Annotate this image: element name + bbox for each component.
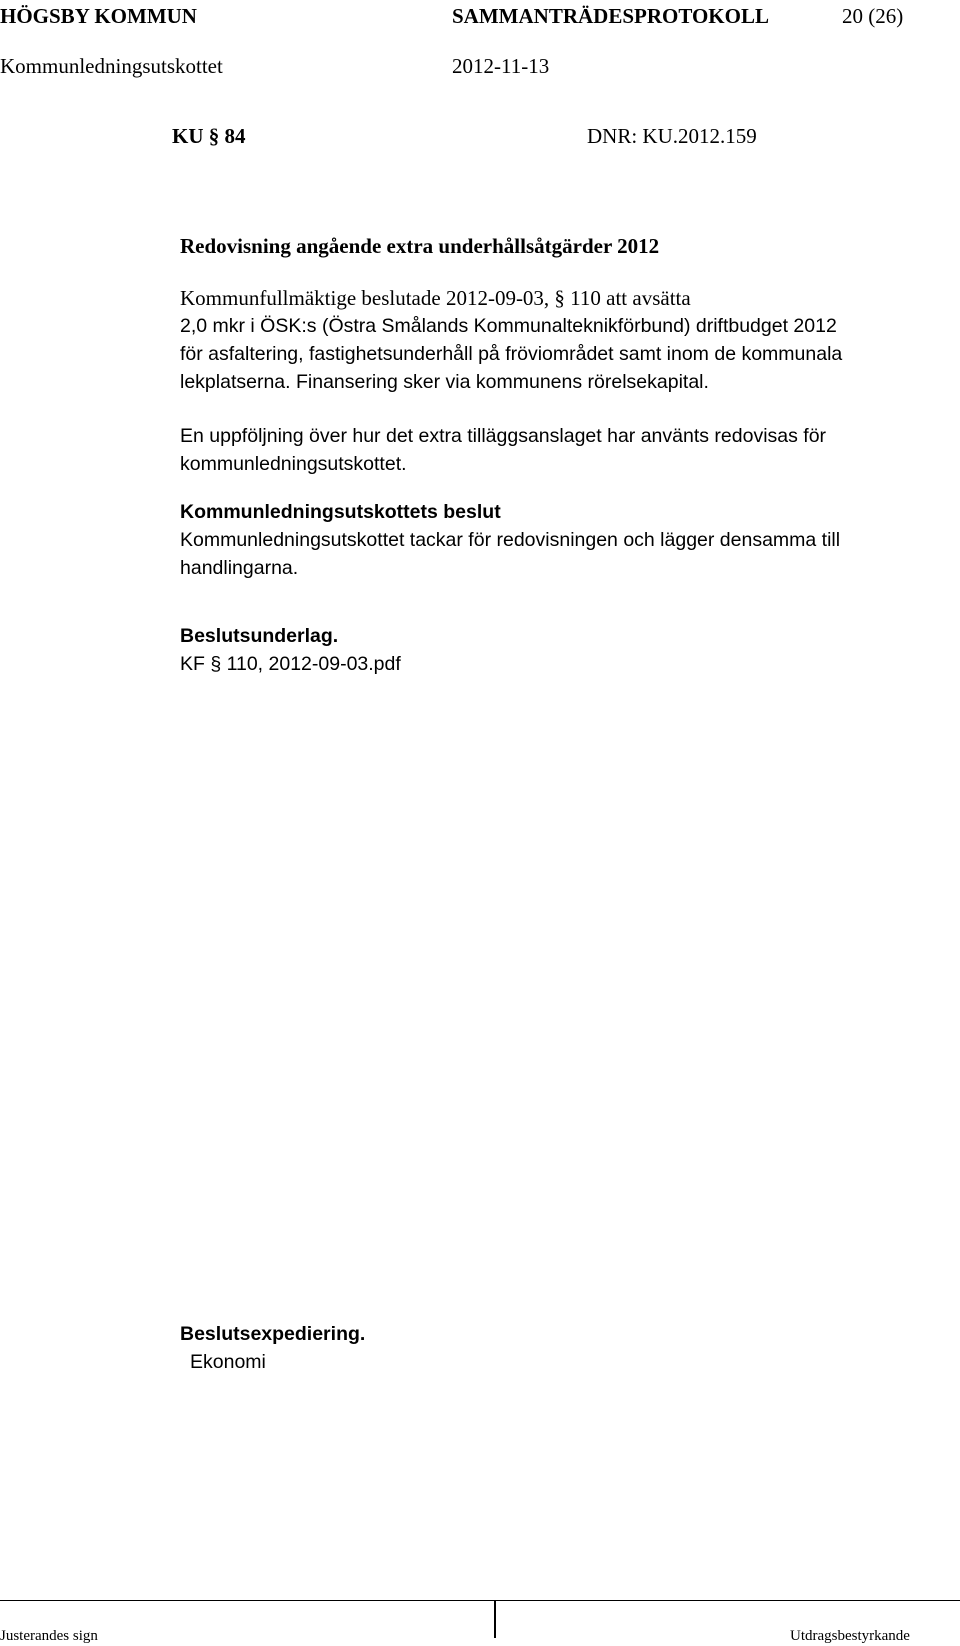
- meeting-date: 2012-11-13: [452, 54, 550, 78]
- case-diarienummer: DNR: KU.2012.159: [587, 124, 757, 148]
- basis-item: KF § 110, 2012-09-03.pdf: [180, 653, 401, 675]
- footer-separator: [494, 1600, 496, 1638]
- basis-heading: Beslutsunderlag.: [180, 625, 339, 647]
- committee-name: Kommunledningsutskottet: [0, 54, 223, 78]
- body-paragraph-1: [180, 284, 940, 396]
- body-paragraph-1-line: Kommunfullmäktige beslutade 2012-09-03, § 110 att avsätta: [180, 286, 691, 310]
- decision-section: [180, 498, 940, 582]
- body-paragraph-1-line: lekplatserna. Finansering sker via kommunens rörelsekapital.: [180, 371, 709, 393]
- case-paragraph: KU § 84: [172, 124, 246, 148]
- body-paragraph-2-line: kommunledningsutskottet.: [180, 453, 407, 475]
- distribution-section: [180, 1320, 940, 1376]
- document-type: SAMMANTRÄDESPROTOKOLL: [452, 4, 769, 28]
- distribution-item: Ekonomi: [190, 1351, 266, 1373]
- body-paragraph-2-line: En uppföljning över hur det extra tilläggsanslaget har använts redovisas för: [180, 425, 827, 447]
- decision-line: Kommunledningsutskottet tackar för redovisningen och lägger densamma till: [180, 529, 841, 551]
- organization-name: HÖGSBY KOMMUN: [0, 4, 197, 28]
- footer-certification-label: Utdragsbestyrkande: [790, 1628, 910, 1644]
- body-paragraph-2: [180, 422, 940, 478]
- body-paragraph-1-line: för asfaltering, fastighetsunderhåll på fröviområdet samt inom de kommunala: [180, 343, 843, 365]
- basis-section: [180, 622, 940, 678]
- page-number: 20 (26): [842, 4, 904, 28]
- document-title: Redovisning angående extra underhållsåtgärder 2012: [180, 234, 660, 258]
- footer-rule: [0, 1600, 960, 1601]
- decision-line: handlingarna.: [180, 557, 299, 579]
- decision-heading: Kommunledningsutskottets beslut: [180, 501, 501, 523]
- distribution-heading: Beslutsexpediering.: [180, 1323, 366, 1345]
- body-paragraph-1-line: 2,0 mkr i ÖSK:s (Östra Smålands Kommunalteknikförbund) driftbudget 2012: [180, 315, 837, 337]
- footer-signature-label: Justerandes sign: [0, 1628, 98, 1644]
